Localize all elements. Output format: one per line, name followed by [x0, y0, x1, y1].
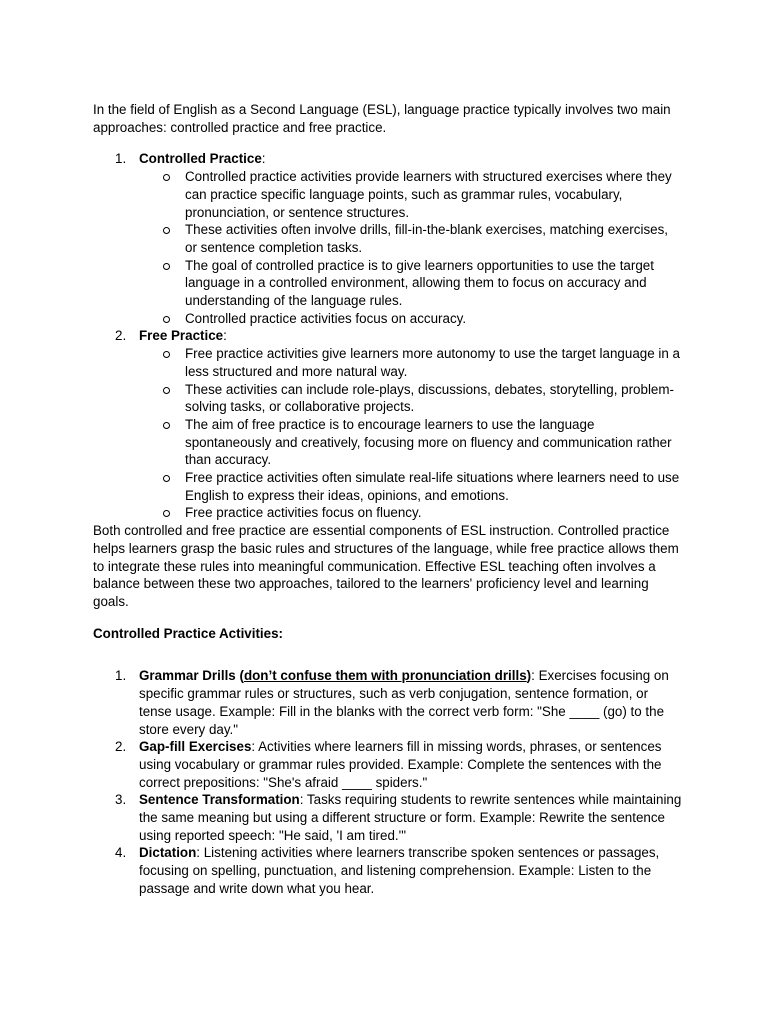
approach-colon: : [223, 328, 227, 344]
activity-item-grammar-drills [93, 667, 683, 738]
list-number: 1. [115, 151, 127, 167]
list-item: The aim of free practice is to encourage learners to use the language spontaneously and creatively, focusing more on fluency and communication rather than accuracy. [139, 416, 683, 469]
list-item: Free practice activities often simulate real-life situations where learners need to use English to express their ideas, opinions, and emotions. [139, 469, 683, 504]
activity-title: Dictation [139, 845, 197, 861]
activity-description: : Exercises focusing on specific grammar rules or structures, such as verb conjugation, sentence formation, or tense usage. Example: Fill in the blanks with the correct verb form: "She ____ (go) to the store every day." [139, 668, 669, 737]
approach-points [139, 168, 683, 327]
list-item: Free practice activities give learners more autonomy to use the target language in a less structured and more natural way. [139, 345, 683, 380]
list-number: 2. [115, 739, 127, 755]
approach-title: Free Practice [139, 328, 224, 344]
activity-item-dictation [93, 844, 683, 897]
list-item: The goal of controlled practice is to give learners opportunities to use the target language in a controlled environment, allowing them to focus on accuracy and understanding of the language rules. [139, 257, 683, 310]
activity-description: : Activities where learners fill in missing words, phrases, or sentences using vocabulary or grammar rules provided. Example: Complete the sentences with the correct prepositions: "She's afraid ____ spiders." [139, 739, 662, 790]
list-item: These activities often involve drills, fill-in-the-blank exercises, matching exercises, or sentence completion tasks. [139, 221, 683, 256]
approach-item-free [93, 327, 683, 522]
intro-paragraph: In the field of English as a Second Language (ESL), language practice typically involves two main approaches: controlled practice and free practice. [93, 102, 671, 135]
approach-title: Controlled Practice [139, 151, 262, 167]
list-number: 4. [115, 845, 127, 861]
activity-description: : Tasks requiring students to rewrite sentences while maintaining the same meaning but using a different structure or form. Example: Rewrite the sentence using reported speech: "He said, 'I am tired.'" [139, 792, 682, 843]
activity-title: Grammar Drills [139, 668, 236, 684]
approaches-list [93, 150, 683, 522]
summary-paragraph: Both controlled and free practice are essential components of ESL instruction. Controlled practice helps learners grasp the basic rules and structures of the language, while free practice allows them to integrate these rules into meaningful communication. Effective ESL teaching often involves a balance between these two approaches, tailored to the learners' proficiency level and learning goals. [93, 523, 679, 609]
list-item: Free practice activities focus on fluency. [139, 504, 683, 522]
activity-note: don’t confuse them with pronunciation drills [243, 668, 527, 684]
activity-item-gap-fill [93, 738, 683, 791]
document-body [93, 101, 683, 898]
list-number: 2. [115, 328, 127, 344]
activity-note-close: ) [526, 668, 532, 684]
approach-colon: : [261, 151, 266, 167]
activity-title: Gap-fill Exercises [139, 739, 252, 755]
list-number: 1. [115, 668, 127, 684]
approach-points [139, 345, 683, 522]
activity-description: : Listening activities where learners transcribe spoken sentences or passages, focusing on spelling, punctuation, and listening comprehension. Example: Listen to the passage and write down what you hear. [139, 845, 660, 896]
activity-note-open: ( [235, 668, 244, 684]
list-item: Controlled practice activities provide learners with structured exercises where they can practice specific language points, such as grammar rules, vocabulary, pronunciation, or sentence structures. [139, 168, 683, 221]
activities-heading: Controlled Practice Activities: [93, 625, 283, 641]
activity-item-sentence-transformation [93, 791, 683, 844]
list-item: Controlled practice activities focus on accuracy. [139, 310, 683, 328]
list-item: These activities can include role-plays, discussions, debates, storytelling, problem-solving tasks, or collaborative projects. [139, 381, 683, 416]
approach-item-controlled [93, 150, 683, 327]
activities-list [93, 667, 683, 897]
list-number: 3. [115, 792, 127, 808]
activity-title: Sentence Transformation [139, 792, 300, 808]
